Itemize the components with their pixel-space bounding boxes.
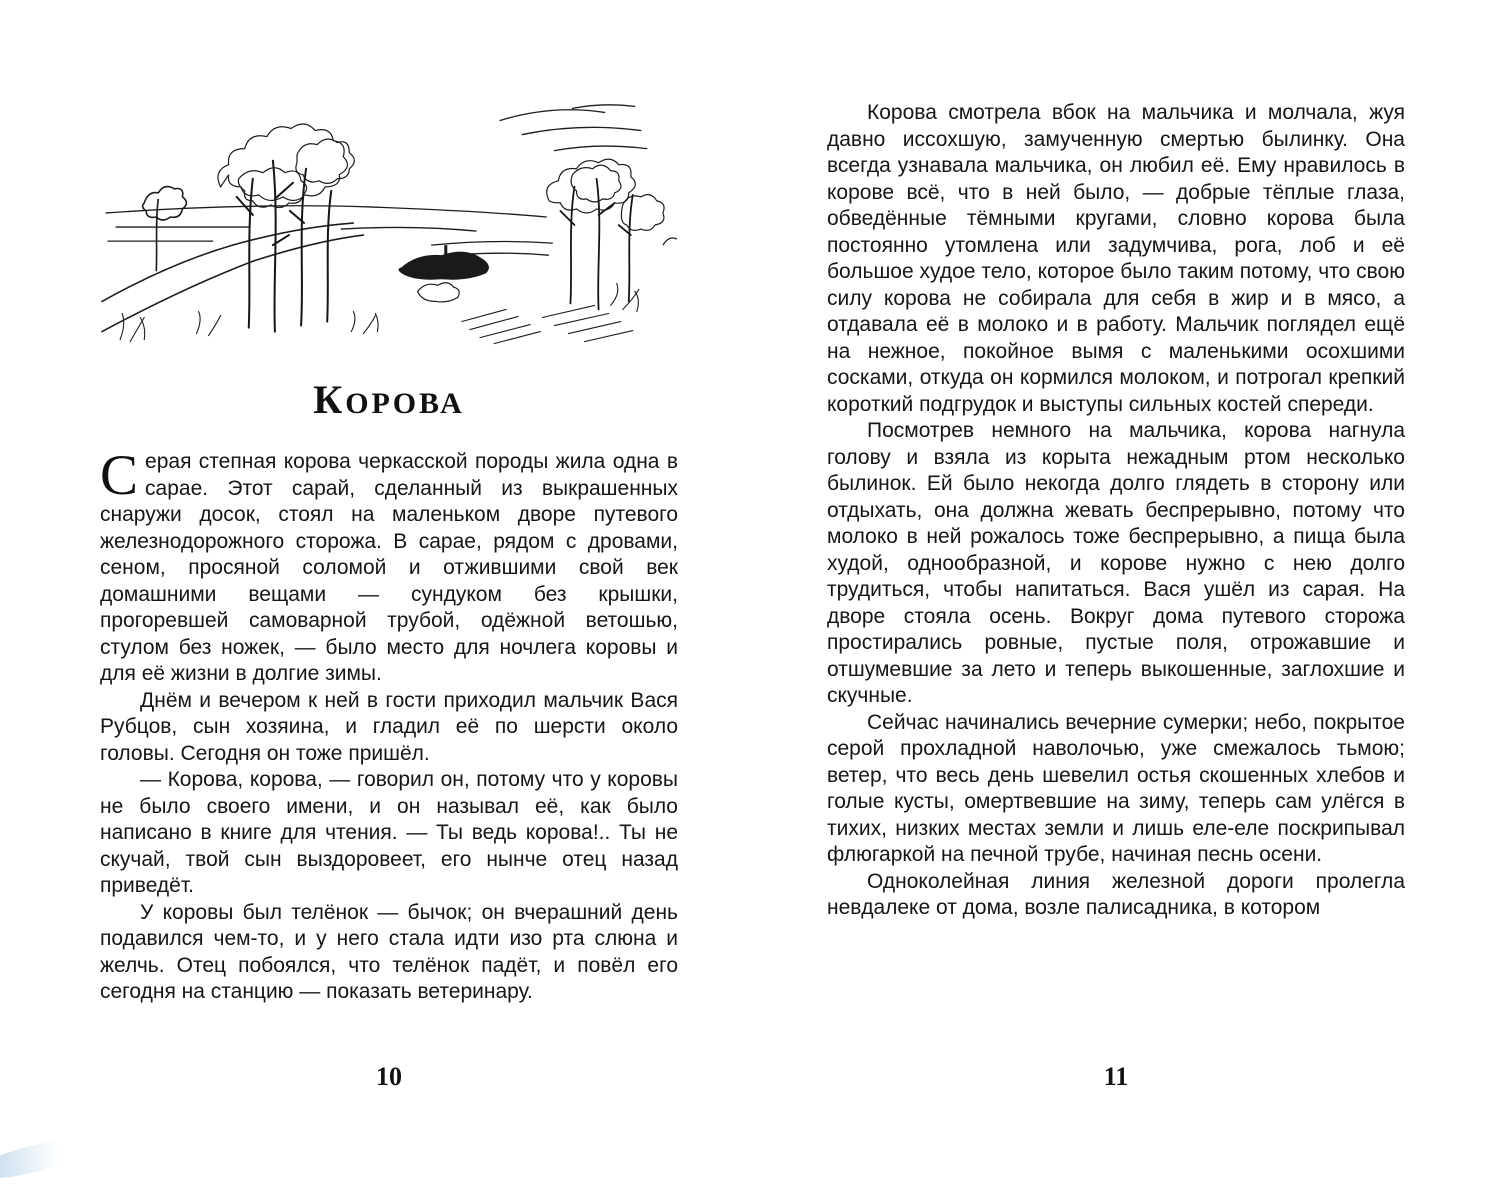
page-number-left: 10 xyxy=(376,1062,402,1091)
paragraph: — Корова, корова, — говорил он, потому что у коровы не было своего имени, и он называл её, как было написано в книге для чтения. — Ты ведь корова!.. Ты не скучай, твой сын выздоровеет, его нынче отец назад приведёт. xyxy=(100,768,678,897)
page-left xyxy=(100,0,678,1165)
right-text-block xyxy=(827,0,1405,922)
paragraph-text: ерая степная корова черкасской породы жила одна в сарае. Этот сарай, сделанный из выкрашенных снаружи досок, стоял на маленьком дворе путевого железнодорожного сторожа. В сарае, рядом с дровами, сеном, просяной соломой и отжившими свой век домашними вещами — сундуком без крышки, прогоревшей самоварной трубой, одёжной ветошью, стулом без ножек, — было место для ночлега коровы и для её жизни в долгие зимы. xyxy=(100,450,678,685)
paragraph: Днём и вечером к ней в гости приходил мальчик Вася Рубцов, сын хозяина, и гладил её по шерсти около головы. Сегодня он тоже пришёл. xyxy=(100,688,678,765)
paragraph: У коровы был телёнок — бычок; он вчерашний день подавился чем-то, и у него стала идти изо рта слюна и желчь. Отец побоялся, что телёнок падёт, и повёл его сегодня на станцию — показать ветеринару. xyxy=(100,900,678,1003)
ink-landscape-trees-icon xyxy=(100,94,678,346)
drop-cap: С xyxy=(100,444,139,507)
paragraph: Посмотрев немного на мальчика, корова нагнула голову и взяла из корыта нежадным ртом несколько былинок. Ей было некогда долго глядеть в сторону или отдыхать, она должна жевать беспрерывно, потому что молоко в ней рожалось тоже беспрерывно, а пища была худой, однообразной, и корове нужно с нею долго трудиться, чтобы напитаться. Вася ушёл из сарая. На дворе стояла осень. Вокруг дома путевого сторожа простирались ровные, пустые поля, отрожавшие и отшумевшие за лето и теперь выкошенные, заглохшие и скучные. xyxy=(827,419,1405,707)
landscape-illustration xyxy=(100,94,678,346)
paragraph xyxy=(100,444,678,688)
left-text-block xyxy=(100,444,678,1006)
chapter-title: КОРОВА xyxy=(313,377,465,422)
paragraph: Корова смотрела вбок на мальчика и молчала, жуя давно иссохшую, замученную смертью былинку. Она всегда узнавала мальчика, он любил её. Ему нравилось в корове всё, что в ней было, — добрые тёплые глаза, обведённые тёмными кругами, словно корова была постоянно утомлена или задумчива, рога, лоб и её большое худое тело, которое было таким потому, что свою силу корова не собирала для себя в жир и в мясо, а отдавала её в молоко и в работу. Мальчик поглядел ещё на нежное, покойное вымя с маленькими осохшими сосками, откуда он кормился молоком, и потрогал крепкий короткий подгрудок и выступы сильных костей спереди. xyxy=(827,101,1405,416)
page-right xyxy=(827,0,1405,1165)
scan-artifact xyxy=(0,1132,94,1184)
page-number-right: 11 xyxy=(1103,1062,1129,1091)
paragraph: Сейчас начинались вечерние сумерки; небо, покрытое серой прохладной наволочью, уже смежалось тьмою; ветер, что весь день шевелил остья скошенных хлебов и голые кусты, омертвевшие на зиму, теперь сам улёгся в тихих, низких местах земли и лишь еле-еле поскрипывал флюгаркой на печной трубе, начиная песнь осени. xyxy=(827,710,1405,866)
paragraph: Одноколейная линия железной дороги пролегла невдалеке от дома, возле палисадника, в котором xyxy=(827,869,1405,919)
